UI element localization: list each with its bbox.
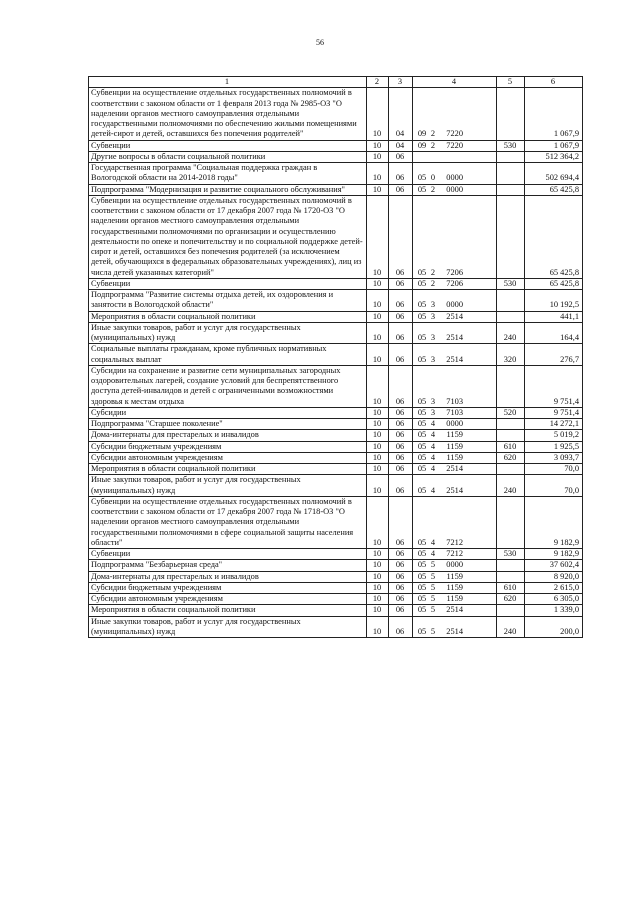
row-name: Подпрограмма "Модернизация и развитие социального обслуживания" [89,184,367,195]
row-target-article [413,195,497,278]
row-target-article [413,594,497,605]
row-target-article [413,151,497,162]
row-expense-type: 240 [497,475,525,497]
row-expense-type [497,290,525,312]
target-article-part-3: 2514 [446,626,463,636]
row-name: Мероприятия в области социальной политики [89,605,367,616]
target-article-part-3: 1159 [446,582,463,592]
row-name: Иные закупки товаров, работ и услуг для государственных (муниципальных) нужд [89,322,367,344]
row-subsection: 06 [389,475,413,497]
target-article-part-2: 4 [430,441,436,451]
row-name: Субсидии автономным учреждениям [89,594,367,605]
row-name: Субсидии бюджетным учреждениям [89,582,367,593]
row-section: 10 [367,140,389,151]
row-subsection: 06 [389,430,413,441]
row-amount: 65 425,8 [525,184,583,195]
row-expense-type: 240 [497,616,525,638]
target-article-part-2: 3 [430,354,436,364]
row-section: 10 [367,594,389,605]
row-subsection: 04 [389,88,413,140]
target-article-part-2: 4 [430,419,436,428]
target-article-part-3: 1159 [446,571,463,581]
row-subsection: 06 [389,496,413,548]
row-name: Мероприятия в области социальной политики [89,311,367,322]
row-target-article [413,278,497,289]
row-target-article [413,616,497,638]
row-section: 10 [367,616,389,638]
table-header [89,77,583,88]
table-row [89,496,583,548]
row-subsection: 04 [389,140,413,151]
row-amount: 65 425,8 [525,195,583,278]
table-row [89,322,583,344]
page-number: 56 [316,38,324,47]
row-section: 10 [367,184,389,195]
row-target-article [413,549,497,560]
row-subsection: 06 [389,560,413,571]
row-expense-type: 620 [497,594,525,605]
target-article-part-3: 7212 [446,537,463,547]
target-article-part-2: 5 [430,560,436,570]
row-target-article [413,184,497,195]
row-section: 10 [367,322,389,344]
table-row [89,344,583,366]
row-amount: 70,0 [525,464,583,475]
row-amount: 5 019,2 [525,430,583,441]
row-name: Подпрограмма "Развитие системы отдыха детей, их оздоровления и занятости в Вологодской области" [89,290,367,312]
row-expense-type [497,571,525,582]
target-article-part-2: 2 [430,267,436,277]
target-article-part-3: 2514 [446,333,463,342]
row-name: Подпрограмма "Безбарьерная среда" [89,560,367,571]
row-expense-type [497,496,525,548]
row-target-article [413,419,497,430]
row-amount: 2 615,0 [525,582,583,593]
row-name: Субвенции [89,549,367,560]
table-row [89,290,583,312]
target-article-part-1: 05 [417,452,427,462]
row-target-article [413,140,497,151]
target-article-part-3: 7220 [446,140,463,150]
row-section: 10 [367,452,389,463]
target-article-part-2: 3 [430,396,436,406]
target-article-part-1: 05 [417,407,427,417]
row-target-article [413,163,497,185]
row-section: 10 [367,571,389,582]
table-row [89,140,583,151]
row-subsection: 06 [389,311,413,322]
target-article-part-2: 2 [430,129,436,139]
row-subsection: 06 [389,464,413,475]
row-subsection: 06 [389,322,413,344]
target-article-part-3: 2514 [446,311,463,321]
row-subsection: 06 [389,441,413,452]
row-expense-type: 610 [497,582,525,593]
target-article-part-3: 7212 [446,549,463,558]
target-article-part-2: 5 [430,626,436,636]
row-section: 10 [367,605,389,616]
target-article-part-1: 05 [417,605,427,615]
table-row [89,475,583,497]
row-subsection: 06 [389,184,413,195]
row-amount: 276,7 [525,344,583,366]
row-amount: 9 182,9 [525,496,583,548]
row-amount: 200,0 [525,616,583,638]
row-name: Субсидии бюджетным учреждениям [89,441,367,452]
row-section: 10 [367,419,389,430]
row-subsection: 06 [389,163,413,185]
target-article-part-2: 2 [430,278,436,288]
header-col-4: 4 [413,77,497,88]
row-subsection: 06 [389,195,413,278]
row-name: Субсидии [89,407,367,418]
row-amount: 1 067,9 [525,88,583,140]
target-article-part-2: 2 [430,184,436,194]
row-expense-type [497,311,525,322]
row-expense-type [497,560,525,571]
row-section: 10 [367,365,389,407]
header-col-3: 3 [389,77,413,88]
row-subsection: 06 [389,616,413,638]
row-name: Дома-интернаты для престарелых и инвалидов [89,571,367,582]
row-subsection: 06 [389,365,413,407]
header-col-5: 5 [497,77,525,88]
row-section: 10 [367,163,389,185]
row-subsection: 06 [389,290,413,312]
target-article-part-1: 05 [417,333,427,342]
table-row [89,464,583,475]
row-target-article [413,311,497,322]
row-name: Мероприятия в области социальной политики [89,464,367,475]
target-article-part-2: 4 [430,485,436,495]
table-row [89,163,583,185]
target-article-part-3: 7206 [446,278,463,288]
target-article-part-3: 2514 [446,605,463,615]
row-name: Дома-интернаты для престарелых и инвалидов [89,430,367,441]
target-article-part-3: 0000 [446,184,463,194]
target-article-part-2: 4 [430,452,436,462]
row-expense-type [497,184,525,195]
target-article-part-1: 05 [417,485,427,495]
row-expense-type: 610 [497,441,525,452]
table-row [89,616,583,638]
target-article-part-1: 05 [417,278,427,288]
row-target-article [413,475,497,497]
row-amount: 37 602,4 [525,560,583,571]
row-expense-type [497,365,525,407]
target-article-part-3: 1159 [446,430,463,440]
target-article-part-2: 3 [430,300,436,310]
row-expense-type [497,151,525,162]
target-article-part-1: 05 [417,184,427,194]
row-amount: 10 192,5 [525,290,583,312]
row-name: Субсидии на сохранение и развитие сети муниципальных загородных оздоровительных лагерей, создание условий для беспрепятственного доступа детей-инвалидов и детей с ограниченными возможностями здоровья к местам отдыха [89,365,367,407]
target-article-part-3: 0000 [446,300,463,310]
row-section: 10 [367,560,389,571]
row-target-article [413,365,497,407]
row-target-article [413,464,497,475]
target-article-part-1: 05 [417,582,427,592]
target-article-part-1: 09 [417,129,427,139]
header-col-2: 2 [367,77,389,88]
row-amount: 14 272,1 [525,419,583,430]
row-expense-type [497,464,525,475]
row-amount: 9 751,4 [525,365,583,407]
target-article-part-3: 0000 [446,560,463,570]
table-row [89,452,583,463]
row-target-article [413,605,497,616]
target-article-part-1: 05 [417,419,427,428]
row-expense-type: 530 [497,278,525,289]
row-expense-type [497,605,525,616]
target-article-part-1: 05 [417,267,427,277]
target-article-part-2: 4 [430,464,436,473]
row-section: 10 [367,407,389,418]
row-target-article [413,560,497,571]
target-article-part-1: 05 [417,626,427,636]
target-article-part-1: 05 [417,354,427,364]
row-name: Подпрограмма "Старшее поколение" [89,419,367,430]
target-article-part-3: 1159 [446,452,463,462]
target-article-part-1: 05 [417,173,427,183]
target-article-part-1: 05 [417,549,427,558]
row-target-article [413,344,497,366]
row-amount: 70,0 [525,475,583,497]
row-target-article [413,430,497,441]
target-article-part-3: 2514 [446,354,463,364]
row-section: 10 [367,441,389,452]
target-article-part-1: 05 [417,311,427,321]
target-article-part-2: 5 [430,605,436,615]
header-row [89,77,583,88]
row-section: 10 [367,496,389,548]
table-row [89,571,583,582]
row-amount: 8 920,0 [525,571,583,582]
row-amount: 164,4 [525,322,583,344]
target-article-part-2: 4 [430,537,436,547]
target-article-part-1: 05 [417,594,427,603]
row-subsection: 06 [389,278,413,289]
row-amount: 1 339,0 [525,605,583,616]
row-amount: 65 425,8 [525,278,583,289]
row-name: Субвенции [89,278,367,289]
row-expense-type: 530 [497,140,525,151]
target-article-part-2: 0 [430,173,436,183]
row-subsection: 06 [389,344,413,366]
target-article-part-2: 5 [430,571,436,581]
row-subsection: 06 [389,452,413,463]
row-expense-type [497,195,525,278]
table-row [89,407,583,418]
row-section: 10 [367,344,389,366]
row-amount: 441,1 [525,311,583,322]
target-article-part-1: 05 [417,464,427,473]
target-article-part-2: 3 [430,333,436,342]
row-name: Иные закупки товаров, работ и услуг для государственных (муниципальных) нужд [89,616,367,638]
row-name: Иные закупки товаров, работ и услуг для государственных (муниципальных) нужд [89,475,367,497]
row-subsection: 06 [389,549,413,560]
row-amount: 3 093,7 [525,452,583,463]
row-target-article [413,441,497,452]
row-expense-type: 530 [497,549,525,560]
row-name: Субвенции на осуществление отдельных государственных полномочий в соответствии с законом области от 17 декабря 2007 года № 1718-ОЗ "О наделении органов местного самоуправления отдельными государственными полномочиями в сфере социальной защиты населения области" [89,496,367,548]
table-row [89,430,583,441]
table-row [89,594,583,605]
table-row [89,365,583,407]
row-name: Другие вопросы в области социальной политики [89,151,367,162]
target-article-part-3: 0000 [446,173,463,183]
row-expense-type [497,419,525,430]
row-subsection: 06 [389,151,413,162]
target-article-part-2: 4 [430,549,436,558]
target-article-part-1: 05 [417,441,427,451]
table-row [89,441,583,452]
target-article-part-2: 3 [430,407,436,417]
target-article-part-2: 2 [430,140,436,150]
row-subsection: 06 [389,605,413,616]
row-amount: 6 305,0 [525,594,583,605]
table-row [89,195,583,278]
target-article-part-2: 5 [430,594,436,603]
row-expense-type: 620 [497,452,525,463]
target-article-part-1: 05 [417,571,427,581]
target-article-part-3: 7103 [446,407,463,417]
row-expense-type: 240 [497,322,525,344]
row-target-article [413,582,497,593]
target-article-part-1: 05 [417,560,427,570]
table-row [89,151,583,162]
row-target-article [413,571,497,582]
row-section: 10 [367,549,389,560]
table-row [89,278,583,289]
row-target-article [413,452,497,463]
row-amount: 9 751,4 [525,407,583,418]
table-row [89,549,583,560]
target-article-part-2: 3 [430,311,436,321]
table-row [89,605,583,616]
row-subsection: 06 [389,407,413,418]
row-section: 10 [367,195,389,278]
target-article-part-3: 1159 [446,594,463,603]
row-amount: 9 182,9 [525,549,583,560]
target-article-part-1: 05 [417,430,427,440]
target-article-part-2: 4 [430,430,436,440]
row-section: 10 [367,464,389,475]
table-row [89,582,583,593]
table-row [89,311,583,322]
row-subsection: 06 [389,582,413,593]
row-expense-type: 520 [497,407,525,418]
row-section: 10 [367,475,389,497]
row-amount: 512 364,2 [525,151,583,162]
target-article-part-1: 05 [417,537,427,547]
row-section: 10 [367,290,389,312]
target-article-part-3: 7220 [446,129,463,139]
row-section: 10 [367,151,389,162]
row-name: Субвенции на осуществление отдельных государственных полномочий в соответствии с законом области от 17 декабря 2007 года № 1720-ОЗ "О наделении органов местного самоуправления отдельными государственными полномочиями по организации и осуществлению деятельности по опеке и попечительству и по социальной поддержке детей-сирот и детей, оставшихся без попечения родителей (за исключением детей, обучающихся в федеральных образовательных учреждениях), лиц из числа детей указанных категорий" [89,195,367,278]
row-target-article [413,88,497,140]
target-article-part-3: 1159 [446,441,463,451]
target-article-part-1: 09 [417,140,427,150]
row-subsection: 06 [389,594,413,605]
row-target-article [413,407,497,418]
table-row [89,88,583,140]
target-article-part-2: 5 [430,582,436,592]
row-target-article [413,290,497,312]
target-article-part-3: 2514 [446,485,463,495]
row-section: 10 [367,430,389,441]
row-name: Государственная программа "Социальная поддержка граждан в Вологодской области на 2014-2018 годы" [89,163,367,185]
target-article-part-3: 7206 [446,267,463,277]
row-target-article [413,322,497,344]
row-subsection: 06 [389,571,413,582]
row-name: Субсидии автономным учреждениям [89,452,367,463]
table-row [89,560,583,571]
header-col-1: 1 [89,77,367,88]
row-amount: 1 925,5 [525,441,583,452]
row-expense-type [497,163,525,185]
table-body [89,88,583,638]
row-section: 10 [367,311,389,322]
target-article-part-3: 7103 [446,396,463,406]
row-expense-type: 320 [497,344,525,366]
row-expense-type [497,88,525,140]
target-article-part-3: 0000 [446,419,463,428]
budget-table [88,76,583,638]
row-amount: 502 694,4 [525,163,583,185]
row-name: Субвенции [89,140,367,151]
row-target-article [413,496,497,548]
row-amount: 1 067,9 [525,140,583,151]
table-row [89,419,583,430]
row-section: 10 [367,278,389,289]
table-row [89,184,583,195]
target-article-part-3: 2514 [446,464,463,473]
row-name: Социальные выплаты гражданам, кроме публичных нормативных социальных выплат [89,344,367,366]
header-col-6: 6 [525,77,583,88]
row-expense-type [497,430,525,441]
row-section: 10 [367,88,389,140]
row-name: Субвенции на осуществление отдельных государственных полномочий в соответствии с законом области от 1 февраля 2013 года № 2985-ОЗ "О наделении органов местного самоуправления отдельными государственными полномочиями по обеспечению жилыми помещениями детей-сирот и детей, оставшихся без попечения родителей" [89,88,367,140]
target-article-part-1: 05 [417,396,427,406]
row-subsection: 06 [389,419,413,430]
row-section: 10 [367,582,389,593]
target-article-part-1: 05 [417,300,427,310]
